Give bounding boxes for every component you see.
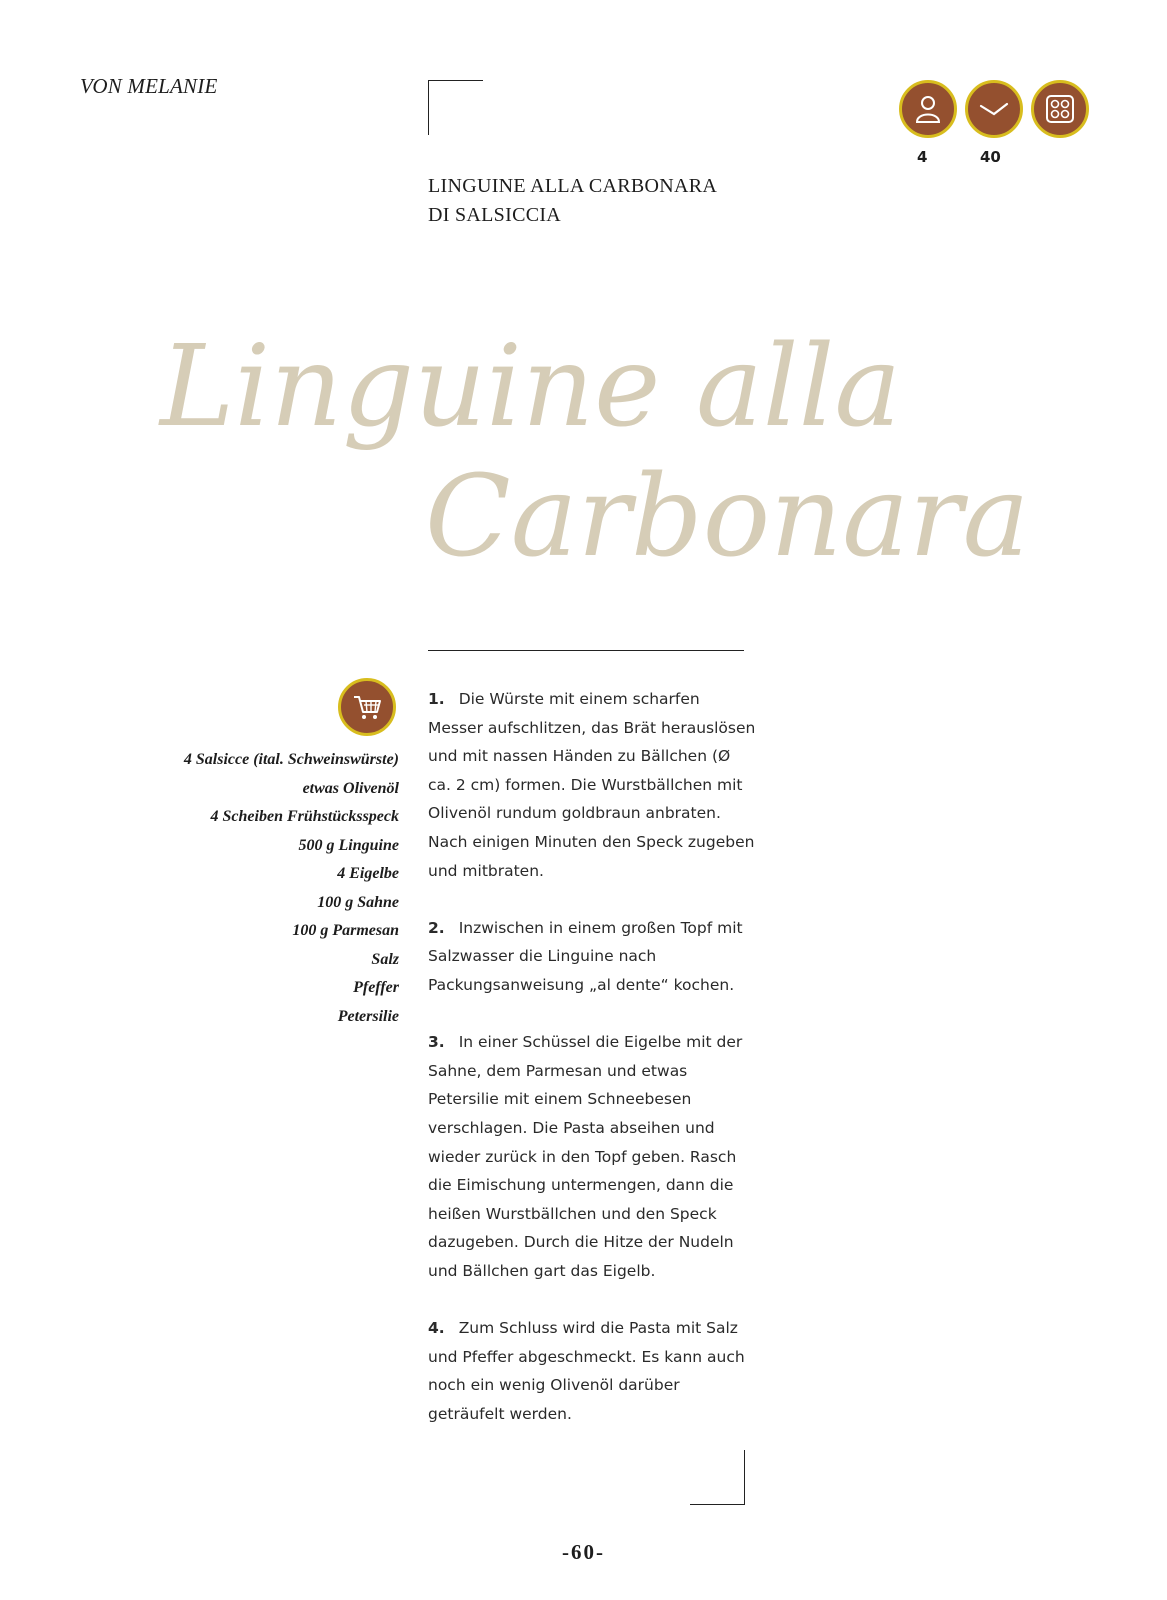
shopping-badge [338,678,396,736]
ingredient-item: etwas Olivenöl [302,779,399,797]
servings-badge [899,80,957,138]
step-number: 2. [428,918,445,937]
ingredient-item: Pfeffer [353,979,399,996]
step-text: Zum Schluss wird die Pasta mit Salz und Pfeffer abgeschmeckt. Es kann auch noch ein wenig Olivenöl darüber geträufelt werden. [428,1319,745,1423]
stove-badge [1031,80,1089,138]
recipe-title-line2: DI SALSICCIA [428,204,562,226]
ingredient-item: 4 Scheiben Frühstücksspeck [210,808,399,825]
instruction-step [428,1028,758,1285]
ingredient-item: 4 Salsicce (ital. Schweinswürste) [183,751,399,768]
page-number: -60- [562,1540,605,1564]
shopping-cart-icon [350,690,384,724]
recipe-title-line1: LINGUINE ALLA CARBONARA [428,175,718,197]
script-heading-line1: Linguine alla [160,322,902,452]
step-number: 4. [428,1319,445,1338]
clock-icon [977,92,1011,126]
recipe-title [428,172,828,230]
ingredient-item: Petersilie [337,1007,399,1025]
author-byline: VON MELANIE [80,74,218,98]
instruction-steps [428,685,758,1457]
corner-mark-bottom [690,1450,745,1505]
ingredient-item: Salz [371,950,399,968]
ingredient-list [139,746,399,1031]
corner-mark-top [428,80,483,135]
step-number: 1. [428,690,445,708]
step-number: 3. [428,1033,445,1052]
ingredient-item: 100 g Parmesan [292,922,399,939]
script-heading-line2: Carbonara [425,452,1030,582]
recipe-badges [899,80,1089,138]
person-icon [911,92,945,126]
ingredient-item: 4 Eigelbe [337,865,399,882]
servings-value: 4 [917,148,928,166]
instruction-step [428,685,758,885]
instruction-step [428,1314,758,1428]
script-heading [150,285,1030,605]
instruction-step [428,914,758,1000]
ingredient-item: 100 g Sahne [317,893,399,911]
step-text: In einer Schüssel die Eigelbe mit der Sahne, dem Parmesan und etwas Petersilie mit einem Schneebesen verschlagen. Die Pasta abseihen und wieder zurück in den Topf geben. Rasch die Eimischung untermengen, dann die heißen Wurstbällchen und den Speck dazugeben. Durch die Hitze der Nudeln und Bällchen gart das Eigelb. [428,1033,743,1280]
step-text: Inzwischen in einem großen Topf mit Salzwasser die Linguine nach Packungsanweisung „al dente“ kochen. [428,918,743,994]
stove-icon [1043,92,1077,126]
step-text: Die Würste mit einem scharfen Messer aufschlitzen, das Brät herauslösen und mit nassen Händen zu Bällchen (Ø ca. 2 cm) formen. Die Wurstbällchen mit Olivenöl rundum goldbraun anbraten. Nach einigen Minuten den Speck zugeben und mitbraten. [428,690,756,880]
section-divider [428,650,744,651]
ingredient-item: 500 g Linguine [298,836,399,854]
time-badge [965,80,1023,138]
time-value: 40 [980,148,1001,166]
